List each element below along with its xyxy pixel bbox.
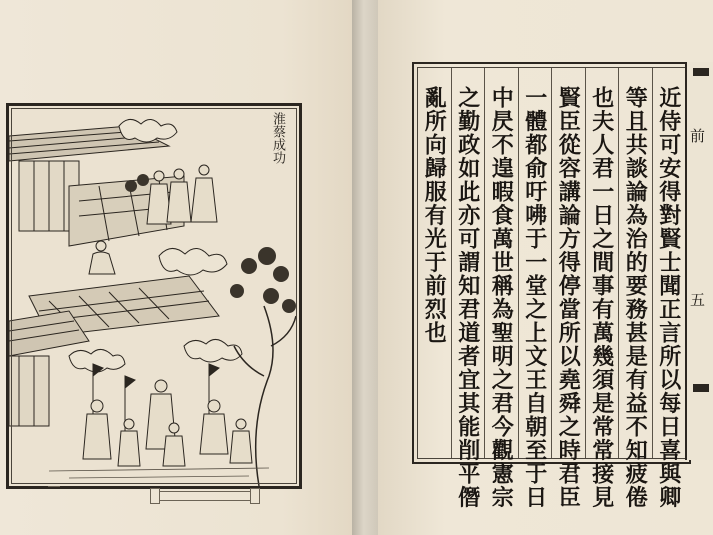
column-text: 賢臣從容講論方得停當所以堯舜之時君臣	[555, 86, 582, 509]
edge-character: 前	[688, 128, 706, 143]
text-column-1	[652, 68, 686, 509]
fishtail-mark-top	[693, 68, 709, 76]
book-gutter	[352, 0, 378, 535]
left-page	[0, 0, 352, 535]
illustration-inner-border	[11, 108, 297, 484]
column-text: 之勤政如此亦可謂知君道者宜其能削平僭	[454, 86, 481, 509]
fishtail-mark-bottom	[693, 384, 709, 392]
column-text: 中昃不遑暇食萬世稱為聖明之君今觀憲宗	[488, 86, 515, 509]
illustration-caption: 淮蔡成功	[270, 112, 285, 164]
text-columns	[418, 68, 685, 509]
page-edge-margin	[685, 62, 713, 460]
column-text: 等且共談論為治的要務甚是有益不知疲倦	[622, 86, 649, 509]
text-block-frame	[412, 62, 691, 509]
text-column-6	[484, 68, 518, 509]
text-column-2	[618, 68, 652, 509]
column-text: 一體都俞吁咈于一堂之上文王自朝至于日	[521, 86, 548, 509]
text-column-7	[451, 68, 485, 509]
text-column-4	[551, 68, 585, 509]
right-page	[378, 0, 713, 535]
text-column-8	[418, 68, 451, 458]
text-column-3	[585, 68, 619, 509]
text-column-5	[518, 68, 552, 509]
left-page-mark	[48, 486, 60, 491]
column-text: 也夫人君一日之間事有萬幾須是常常接見	[588, 86, 615, 509]
column-text: 亂所向歸服有光于前烈也	[421, 86, 448, 345]
edge-character: 五	[688, 292, 706, 307]
column-text: 近侍可安得對賢士聞正言所以每日喜與卿	[655, 86, 682, 509]
woodblock-illustration	[6, 103, 302, 489]
left-page-footer-ornament	[160, 491, 250, 501]
